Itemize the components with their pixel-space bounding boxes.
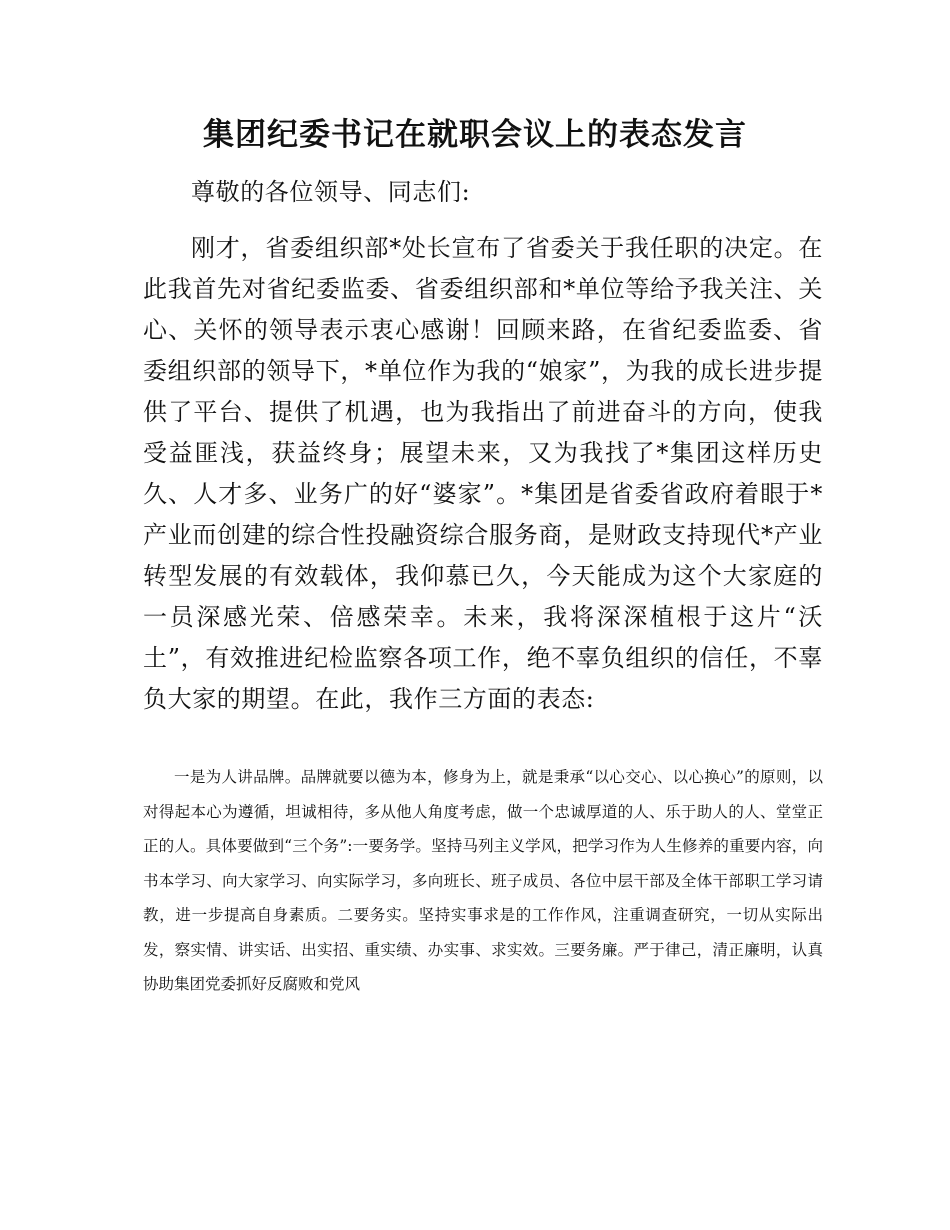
greeting: 尊敬的各位领导、同志们: (191, 178, 471, 206)
document-title: 集团纪委书记在就职会议上的表态发言 (203, 117, 747, 153)
pledge-paragraph: 一是为人讲品牌。品牌就要以德为本，修身为上，就是秉承“以心交心、以心换心”的原则，以对得起本心为遵循，坦诚相待，多从他人角度考虑，做一个忠诚厚道的人、乐于助人的人、堂堂正正的人。具体要做到“三个务”:一要务学。坚持马列主义学风，把学习作为人生修养的重要内容，向书本学习、向大家学习、向实际学习，多向班长、班子成员、各位中层干部及全体干部职工学习请教，进一步提高自身素质。二要务实。坚持实事求是的工作作风，注重调查研究，一切从实际出发，察实情、讲实话、出实招、重实绩、办实事、求实效。三要务廉。严于律己，清正廉明，认真协助集团党委抓好反腐败和党风 (143, 768, 823, 993)
opening-paragraph: 刚才，省委组织部*处长宣布了省委关于我任职的决定。在此我首先对省纪委监委、省委组织部和*单位等给予我关注、关心、关怀的领导表示衷心感谢！回顾来路，在省纪委监委、省委组织部的领导下，*单位作为我的“娘家”，为我的成长进步提供了平台、提供了机遇，也为我指出了前进奋斗的方向，使我受益匪浅，获益终身；展望未来，又为我找了*集团这样历史久、人才多、业务广的好“婆家”。*集团是省委省政府着眼于*产业而创建的综合性投融资综合服务商，是财政支持现代*产业转型发展的有效载体，我仰慕已久，今天能成为这个大家庭的一员深感光荣、倍感荣幸。未来，我将深深植根于这片“沃土”，有效推进纪检监察各项工作，绝不辜负组织的信任，不辜负大家的期望。在此，我作三方面的表态: (143, 234, 823, 713)
